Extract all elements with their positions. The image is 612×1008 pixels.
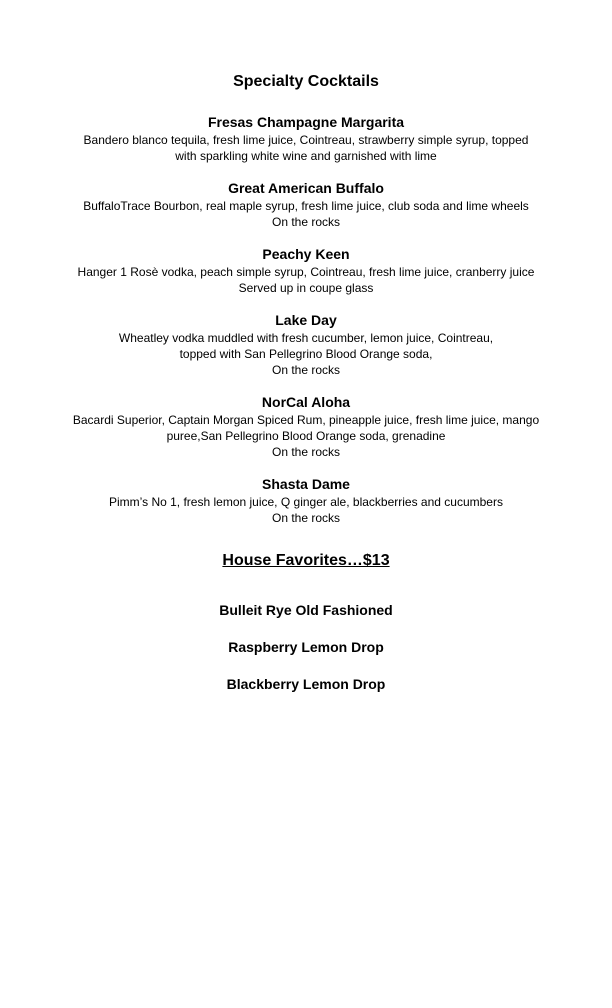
cocktail-serving-note: On the rocks: [271, 363, 341, 377]
cocktail-name: NorCal Aloha: [261, 394, 351, 410]
cocktail-description-line: Hanger 1 Rosè vodka, peach simple syrup, Cointreau, fresh lime juice, cranberry juice: [77, 265, 535, 279]
house-favorites-heading: House Favorites…$13: [222, 552, 390, 569]
cocktail-serving-note: Served up in coupe glass: [238, 281, 374, 295]
cocktail-description-line: puree,San Pellegrino Blood Orange soda, grenadine: [166, 429, 446, 443]
cocktail-item: [0, 179, 612, 230]
cocktail-description-line: BuffaloTrace Bourbon, real maple syrup, fresh lime juice, club soda and lime wheels: [83, 199, 529, 213]
cocktail-serving-note: On the rocks: [271, 511, 341, 525]
cocktail-description-line: Bacardi Superior, Captain Morgan Spiced Rum, pineapple juice, fresh lime juice, mango: [72, 413, 540, 427]
specialty-cocktails-heading: Specialty Cocktails: [233, 73, 379, 90]
cocktail-description-line: Pimm’s No 1, fresh lemon juice, Q ginger ale, blackberries and cucumbers: [109, 495, 503, 509]
cocktail-name: Great American Buffalo: [228, 180, 384, 196]
cocktail-description-line: Bandero blanco tequila, fresh lime juice, Cointreau, strawberry simple syrup, topped: [83, 133, 529, 147]
cocktail-item: [0, 113, 612, 164]
cocktail-name: Lake Day: [275, 312, 337, 328]
cocktail-serving-note: On the rocks: [271, 445, 341, 459]
house-favorite-item: Blackberry Lemon Drop: [226, 676, 386, 692]
cocktail-name: Fresas Champagne Margarita: [207, 114, 405, 130]
house-favorite-item: Bulleit Rye Old Fashioned: [219, 602, 393, 618]
cocktail-item: [0, 475, 612, 526]
cocktail-item: [0, 393, 612, 460]
cocktail-name: Peachy Keen: [262, 246, 350, 262]
cocktail-description-line: topped with San Pellegrino Blood Orange soda,: [179, 347, 433, 361]
house-favorite-item: Raspberry Lemon Drop: [228, 639, 384, 655]
cocktail-item: [0, 245, 612, 296]
cocktail-description-line: with sparkling white wine and garnished with lime: [175, 149, 437, 163]
cocktail-item: [0, 311, 612, 378]
cocktail-serving-note: On the rocks: [271, 215, 341, 229]
cocktail-name: Shasta Dame: [262, 476, 350, 492]
cocktail-description-line: Wheatley vodka muddled with fresh cucumber, lemon juice, Cointreau,: [118, 331, 494, 345]
